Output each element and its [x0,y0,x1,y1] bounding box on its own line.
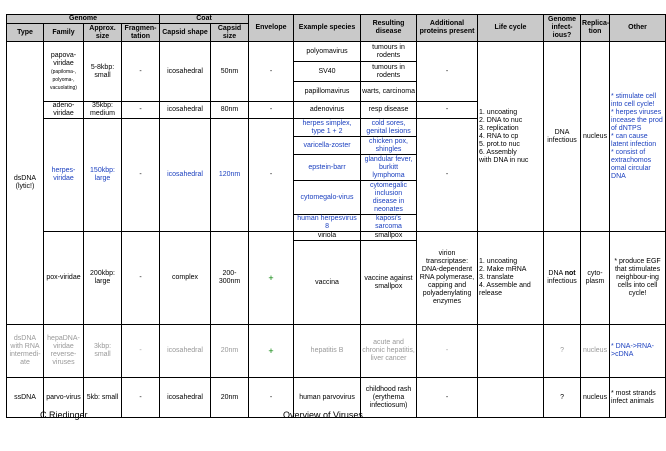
adeno-envelope-cell: - [249,102,294,119]
pox-shape-cell: complex [160,232,211,325]
pox-genome-infectious-post: infectious [547,278,577,285]
species-cell: herpes simplex, type 1 + 2 [294,119,361,137]
disease-cell: acute and chronic hepatitis, liver cancer [361,325,417,378]
disease-cell: childhood rash (erythema infectiosum) [361,378,417,418]
herpes-size-cell: 150kbp: large [84,119,122,232]
pox-genome-infectious-cell [544,232,581,325]
herpes-family-cell: herpes-viridae [44,119,84,232]
replication-header: Replica-tion [581,15,610,42]
adeno-family-cell: adeno-viridae [44,102,84,119]
disease-cell: chicken pox, shingles [361,137,417,155]
hepadna-envelope-cell: + [249,325,294,378]
hepadna-capsid-size-cell: 20nm [211,325,249,378]
pox-size-cell: 200kbp: large [84,232,122,325]
adeno-frag-cell: - [122,102,160,119]
papova-envelope-cell: - [249,42,294,102]
species-cell: adenovirus [294,102,361,119]
hepadna-family-cell: hepaDNA-viridae reverse-viruses [44,325,84,378]
pox-genome-infectious-pre: DNA [548,270,565,277]
coat-group-header: Coat [160,15,249,24]
species-cell: polyomavirus [294,42,361,62]
species-cell: varicella-zoster [294,137,361,155]
species-cell: papillomavirus [294,82,361,102]
disease-cell: resp disease [361,102,417,119]
species-cell: human herpesvirus 8 [294,215,361,232]
pox-replication-cell: cyto-plasm [581,232,610,325]
species-cell: SV40 [294,62,361,82]
species-cell: epstein-barr [294,155,361,181]
pox-life-cycle-cell: 1. uncoating 2. Make mRNA 3. translate 4. Assemble and release [478,232,544,325]
papova-family-note: (papiloma-, polyoma-, vacuolating) [50,68,77,91]
disease-cell: glandular fever, burkitt lymphoma [361,155,417,181]
disease-cell: tumours in rodents [361,62,417,82]
additional-proteins-header: Additional proteins present [417,15,478,42]
approx-size-header: Approx. size [84,24,122,42]
disease-cell: warts, carcinoma [361,82,417,102]
parvo-life-cycle-cell [478,378,544,418]
parvo-size-cell: 5kb: small [84,378,122,418]
papova-proteins-cell: - [417,42,478,102]
parvo-genome-infectious-cell: ? [544,378,581,418]
ssdna-type-cell: ssDNA [7,378,44,418]
parvo-shape-cell: icosahedral [160,378,211,418]
herpes-envelope-cell: - [249,119,294,232]
herpes-proteins-cell: - [417,119,478,232]
example-species-header: Example species [294,15,361,42]
family-header: Family [44,24,84,42]
dsdna-replication-cell: nucleus [581,42,610,232]
disease-cell: kaposi's sarcoma [361,215,417,232]
parvo-capsid-size-cell: 20nm [211,378,249,418]
dsdna-other-cell: * stimulate cell into cell cycle! * herpes viruses incease the prod of dNTPS * can cause latent infection * consist of extrachomos omal circular DNA [610,42,666,232]
papova-family-name: papova-viridae [50,51,77,67]
pox-family-cell: pox-viridae [44,232,84,325]
pox-other-cell: * produce EGF that stimulates neighbour-ing cells into cell cycle! [610,232,666,325]
genome-infectious-header: Genome infect-ious? [544,15,581,42]
hepadna-other-cell: * DNA->RNA->cDNA [610,325,666,378]
hepadna-replication-cell: nucleus [581,325,610,378]
adeno-shape-cell: icosahedral [160,102,211,119]
papova-family-cell [44,42,84,102]
envelope-header: Envelope [249,15,294,42]
type-header: Type [7,24,44,42]
capsid-shape-header: Capsid shape [160,24,211,42]
pox-proteins-cell: virion transcriptase: DNA-dependent RNA polymerase, capping and polyadenylating enzymes [417,232,478,325]
resulting-disease-header: Resulting disease [361,15,417,42]
life-cycle-header: Life cycle [478,15,544,42]
dsdna-rna-type-cell: dsDNA with RNA intermedi-ate [7,325,44,378]
footer-author: C.Riedinger [40,410,88,420]
papova-capsid-size-cell: 50nm [211,42,249,102]
disease-cell: vaccine against smallpox [361,241,417,325]
pox-envelope-cell: + [249,232,294,325]
hepadna-frag-cell: - [122,325,160,378]
dsdna-life-cycle-cell: 1. uncoating 2. DNA to nuc 3. replication 4. RNA to cp 5. prot.to nuc 6. Assembly with DNA in nuc [478,42,544,232]
parvo-frag-cell: - [122,378,160,418]
papova-frag-cell: - [122,42,160,102]
virus-overview-table [6,14,666,418]
herpes-shape-cell: icosahedral [160,119,211,232]
fragmentation-header: Fragmen-tation [122,24,160,42]
disease-cell: cold sores, genital lesions [361,119,417,137]
herpes-capsid-size-cell: 120nm [211,119,249,232]
pox-genome-infectious-not: not [564,270,576,277]
disease-cell: tumours in rodents [361,42,417,62]
species-cell: hepatitis B [294,325,361,378]
hepadna-life-cycle-cell [478,325,544,378]
hepadna-genome-infectious-cell: ? [544,325,581,378]
disease-cell: smallpox [361,232,417,241]
hepadna-size-cell: 3kbp: small [84,325,122,378]
papova-size-cell: 5-8kbp: small [84,42,122,102]
species-cell: human parvovirus [294,378,361,418]
parvo-other-cell: * most strands infect animals [610,378,666,418]
capsid-size-header: Capsid size [211,24,249,42]
dsdna-genome-infectious-cell: DNA infectious [544,42,581,232]
pox-capsid-size-cell: 200-300nm [211,232,249,325]
parvo-envelope-cell: - [249,378,294,418]
pox-frag-cell: - [122,232,160,325]
herpes-frag-cell: - [122,119,160,232]
parvo-family-cell: parvo-virus [44,378,84,418]
papova-shape-cell: icosahedral [160,42,211,102]
adeno-proteins-cell: - [417,102,478,119]
hepadna-shape-cell: icosahedral [160,325,211,378]
dsdna-type-cell: dsDNA (lytic!) [7,42,44,325]
other-header: Other [610,15,666,42]
adeno-size-cell: 35kbp: medium [84,102,122,119]
footer-title: Overview of Viruses [283,410,363,420]
species-cell: viriola [294,232,361,241]
disease-cell: cytomegalic inclusion disease in neonates [361,181,417,215]
genome-group-header: Genome [7,15,160,24]
parvo-replication-cell: nucleus [581,378,610,418]
parvo-proteins-cell: - [417,378,478,418]
adeno-capsid-size-cell: 80nm [211,102,249,119]
species-cell: cytomegalo-virus [294,181,361,215]
hepadna-proteins-cell: - [417,325,478,378]
species-cell: vaccina [294,241,361,325]
